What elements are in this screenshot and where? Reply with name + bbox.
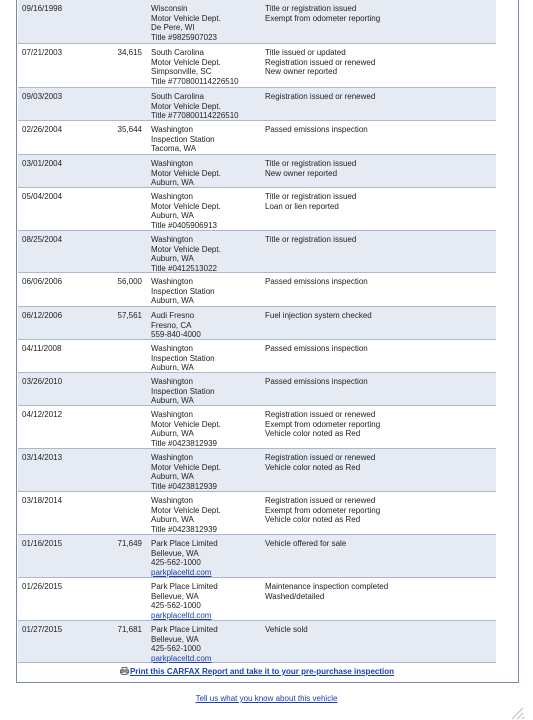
record-date: 09/03/2003 [22,92,63,101]
comment-line: Registration issued or renewed [265,453,376,462]
record-source [151,159,221,188]
record-comments [265,48,375,77]
source-line: Motor Vehicle Dept. [151,13,221,23]
history-row [18,44,496,88]
record-date: 01/16/2015 [22,539,63,548]
record-comments [265,539,346,549]
comment-line: Vehicle offered for sale [265,539,347,548]
record-source [151,277,215,306]
dealer-website-link[interactable]: parkplaceltd.com [151,610,212,620]
history-row [18,155,496,188]
history-row [18,340,496,373]
source-line: De Pere, WI [151,23,195,33]
comment-line: Passed emissions inspection [265,344,368,353]
record-comments [265,582,388,601]
odometer-reading: 56,000 [117,277,142,286]
record-date: 05/04/2004 [22,192,63,201]
record-comments [265,377,368,387]
source-line: Inspection Station [151,353,215,363]
history-row [18,406,496,449]
footer [0,694,533,703]
history-row [18,449,496,492]
source-line: Auburn, WA [151,363,194,373]
source-line: Motor Vehicle Dept. [151,244,221,254]
record-date: 01/26/2015 [22,582,63,591]
source-line: Washington [151,410,193,419]
comment-line: Loan or lien reported [265,201,339,211]
source-line: Bellevue, WA [151,548,199,558]
record-source [151,625,218,663]
print-bar [18,663,496,681]
history-row [18,373,496,406]
source-line: Motor Vehicle Dept. [151,419,221,429]
record-source [151,92,239,121]
record-date: 02/26/2004 [22,125,63,134]
record-date: 06/06/2006 [22,277,63,286]
odometer-reading: 34,615 [117,48,142,57]
source-line: Title #770800114226510 [151,76,239,86]
record-source [151,453,221,491]
record-comments [265,311,372,321]
record-date: 07/21/2003 [22,48,63,57]
comment-line: Passed emissions inspection [265,125,368,134]
comment-line: New owner reported [265,168,338,178]
tell-us-link[interactable]: Tell us what you know about this vehicle [195,694,338,703]
record-comments [265,92,375,102]
source-line: Bellevue, WA [151,634,199,644]
comment-line: Title or registration issued [265,192,357,201]
source-line: Motor Vehicle Dept. [151,505,221,515]
comment-line: New owner reported [265,67,338,77]
source-line: Park Place Limited [151,625,218,634]
source-line: Title #770800114226510 [151,111,239,121]
record-date: 04/12/2012 [22,410,63,419]
source-line: Simpsonville, SC [151,67,212,77]
source-line: Auburn, WA [151,178,194,188]
source-line: South Carolina [151,92,204,101]
source-line: Title #0423812939 [151,438,217,448]
odometer-reading: 57,561 [117,311,142,320]
record-comments [265,277,368,287]
source-line: Auburn, WA [151,296,194,306]
record-comments [265,453,375,472]
source-line: 425-562-1000 [151,558,201,568]
source-line: Audi Fresno [151,311,195,320]
comment-line: Registration issued or renewed [265,92,376,101]
record-comments [265,410,380,439]
source-line: Motor Vehicle Dept. [151,462,221,472]
source-line: Washington [151,192,193,201]
record-date: 03/26/2010 [22,377,63,386]
comment-line: Vehicle color noted as Red [265,515,361,525]
source-line: Auburn, WA [151,472,194,482]
record-source [151,48,239,86]
record-comments [265,625,308,635]
source-line: Title #0423812939 [151,481,217,491]
record-comments [265,125,368,135]
source-line: Fresno, CA [151,320,192,330]
printer-icon [120,667,129,675]
comment-line: Title or registration issued [265,4,357,13]
source-line: Title #0423812939 [151,524,217,534]
source-line: 425-562-1000 [151,644,201,654]
record-date: 08/25/2004 [22,235,63,244]
history-row [18,621,496,663]
record-date: 06/12/2006 [22,311,63,320]
comment-line: Exempt from odometer reporting [265,419,381,429]
source-line: Washington [151,344,193,353]
record-source [151,4,221,42]
record-source [151,410,221,448]
record-date: 03/14/2013 [22,453,63,462]
source-line: Motor Vehicle Dept. [151,168,221,178]
source-line: South Carolina [151,48,204,57]
comment-line: Title or registration issued [265,159,357,168]
record-comments [265,496,380,525]
source-line: Washington [151,496,193,505]
source-line: Washington [151,125,193,134]
record-source [151,235,221,273]
source-line: Washington [151,377,193,386]
source-line: Title #0412513022 [151,263,217,273]
dealer-website-link[interactable]: parkplaceltd.com [151,653,212,663]
dealer-website-link[interactable]: parkplaceltd.com [151,567,212,577]
history-row [18,0,496,44]
comment-line: Registration issued or renewed [265,496,376,505]
source-line: Washington [151,453,193,462]
comment-line: Registration issued or renewed [265,410,376,419]
comment-line: Passed emissions inspection [265,277,368,286]
record-comments [265,159,356,178]
history-row [18,188,496,231]
record-date: 01/27/2015 [22,625,63,634]
odometer-reading: 35,644 [117,125,142,134]
source-line: Inspection Station [151,286,215,296]
comment-line: Vehicle color noted as Red [265,462,361,472]
history-row [18,492,496,535]
history-row [18,535,496,578]
record-source [151,344,215,373]
record-source [151,582,218,620]
record-source [151,192,221,230]
source-line: Title #9825907023 [151,32,217,42]
source-line: Motor Vehicle Dept. [151,201,221,211]
source-line: Bellevue, WA [151,591,199,601]
resize-grip-icon[interactable] [510,706,530,720]
comment-line: Fuel injection system checked [265,311,372,320]
source-line: 559-840-4000 [151,330,201,340]
history-row [18,231,496,273]
source-line: Washington [151,277,193,286]
comment-line: Title or registration issued [265,235,357,244]
record-date: 04/11/2008 [22,344,62,353]
source-line: Tacoma, WA [151,144,197,154]
source-line: Inspection Station [151,134,215,144]
source-line: Washington [151,159,193,168]
record-source [151,377,215,406]
record-source [151,311,201,340]
record-date: 03/01/2004 [22,159,63,168]
source-line: Auburn, WA [151,396,194,406]
record-comments [265,235,356,245]
source-line: Title #0405906913 [151,220,217,230]
odometer-reading: 71,649 [117,539,142,548]
history-row [18,88,496,121]
source-line: 425-562-1000 [151,601,201,611]
source-line: Motor Vehicle Dept. [151,101,221,111]
record-source [151,496,221,534]
odometer-reading: 71,681 [117,625,142,634]
comment-line: Passed emissions inspection [265,377,368,386]
source-line: Auburn, WA [151,211,194,221]
comment-line: Registration issued or renewed [265,57,376,67]
history-row [18,121,496,155]
comment-line: Washed/detailed [265,591,325,601]
comment-line: Title issued or updated [265,48,346,57]
source-line: Park Place Limited [151,582,218,591]
record-comments [265,344,368,354]
source-line: Motor Vehicle Dept. [151,57,221,67]
source-line: Auburn, WA [151,254,194,264]
comment-line: Vehicle color noted as Red [265,429,361,439]
comment-line: Exempt from odometer reporting [265,13,381,23]
history-row [18,578,496,621]
record-source [151,539,218,577]
source-line: Wisconsin [151,4,188,13]
record-comments [265,4,380,23]
source-line: Auburn, WA [151,515,194,525]
source-line: Park Place Limited [151,539,218,548]
history-row [18,307,496,340]
record-date: 03/18/2014 [22,496,63,505]
comment-line: Exempt from odometer reporting [265,505,381,515]
record-source [151,125,215,154]
source-line: Washington [151,235,193,244]
record-date: 09/16/1998 [22,4,63,13]
record-comments [265,192,356,211]
source-line: Inspection Station [151,386,215,396]
comment-line: Vehicle sold [265,625,308,634]
source-line: Auburn, WA [151,429,194,439]
history-row [18,273,496,307]
comment-line: Maintenance inspection completed [265,582,389,591]
print-report-link[interactable]: Print this CARFAX Report and take it to your pre-purchase inspection [129,667,395,676]
